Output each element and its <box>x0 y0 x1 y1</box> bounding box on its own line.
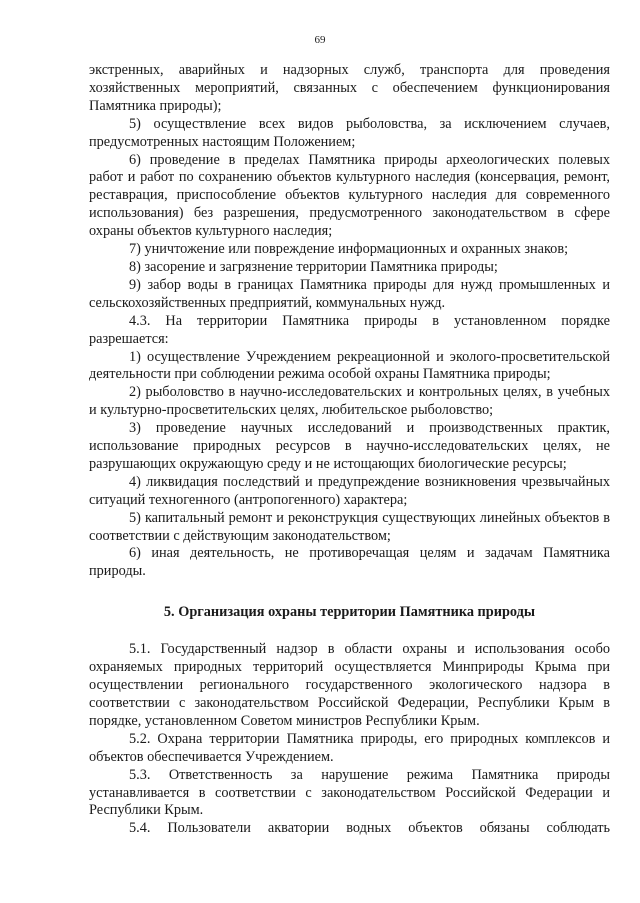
paragraph: 6) иная деятельность, не противоречащая целям и задачам Памятника природы. <box>89 545 610 580</box>
paragraph: 5.2. Охрана территории Памятника природы, его природных комплексов и объектов обеспечивается Учреждением. <box>89 730 610 765</box>
paragraph: 4) ликвидация последствий и предупреждение возникновения чрезвычайных ситуаций техногенного (антропогенного) характера; <box>89 473 610 508</box>
paragraph: 4.3. На территории Памятника природы в установленном порядке разрешается: <box>89 312 610 347</box>
paragraph: 7) уничтожение или повреждение информационных и охранных знаков; <box>129 241 569 258</box>
paragraph: 5) осуществление всех видов рыболовства, за исключением случаев, предусмотренных настоящим Положением; <box>89 115 610 150</box>
paragraph: 5) капитальный ремонт и реконструкция существующих линейных объектов в соответствии с действующим законодательством; <box>89 509 610 544</box>
document-body <box>89 62 610 838</box>
page-number: 69 <box>314 34 326 46</box>
paragraph: 5.1. Государственный надзор в области охраны и использования особо охраняемых природных территорий осуществляется Минприроды Крыма при осуществлении регионального государственного экологического надзора в соответствии с законодательством Российской Федерации, Республики Крым в порядке, установленном Советом министров Республики Крым. <box>89 641 610 729</box>
section-heading: 5. Организация охраны территории Памятника природы <box>163 604 536 621</box>
section-4-paragraphs <box>89 62 610 581</box>
section-5-paragraphs <box>89 641 610 820</box>
paragraph: 5.3. Ответственность за нарушение режима Памятника природы устанавливается в соответствии с законодательством Российской Федерации и Республики Крым. <box>89 766 610 819</box>
paragraph: 8) засорение и загрязнение территории Памятника природы; <box>129 258 498 275</box>
paragraph: 2) рыболовство в научно-исследовательских и контрольных целях, в учебных и культурно-просветительских целях, любительское рыболовство; <box>89 384 610 419</box>
paragraph: экстренных, аварийных и надзорных служб, транспорта для проведения хозяйственных мероприятий, связанных с обеспечением функционирования Памятника природы); <box>89 62 610 114</box>
paragraph: 6) проведение в пределах Памятника природы археологических полевых работ и работ по сохранению объектов культурного наследия (консервация, ремонт, реставрация, приспособление объектов культурного наследия для современного использования) без разрешения, предусмотренного законодательством в сфере охраны объектов культурного наследия; <box>89 151 610 240</box>
paragraph: 9) забор воды в границах Памятника природы для нужд промышленных и сельскохозяйственных предприятий, коммунальных нужд. <box>89 276 610 311</box>
paragraph: 3) проведение научных исследований и производственных практик, использование природных ресурсов в научно-исследовательских целях, не разрушающих окружающую среду и не истощающих биологические ресурсы; <box>89 420 610 472</box>
last-line-paragraph: 5.4. Пользователи акватории водных объектов обязаны соблюдать <box>129 820 610 837</box>
paragraph: 1) осуществление Учреждением рекреационной и эколого-просветительской деятельности при соблюдении режима особой охраны Памятника природы; <box>89 348 610 383</box>
